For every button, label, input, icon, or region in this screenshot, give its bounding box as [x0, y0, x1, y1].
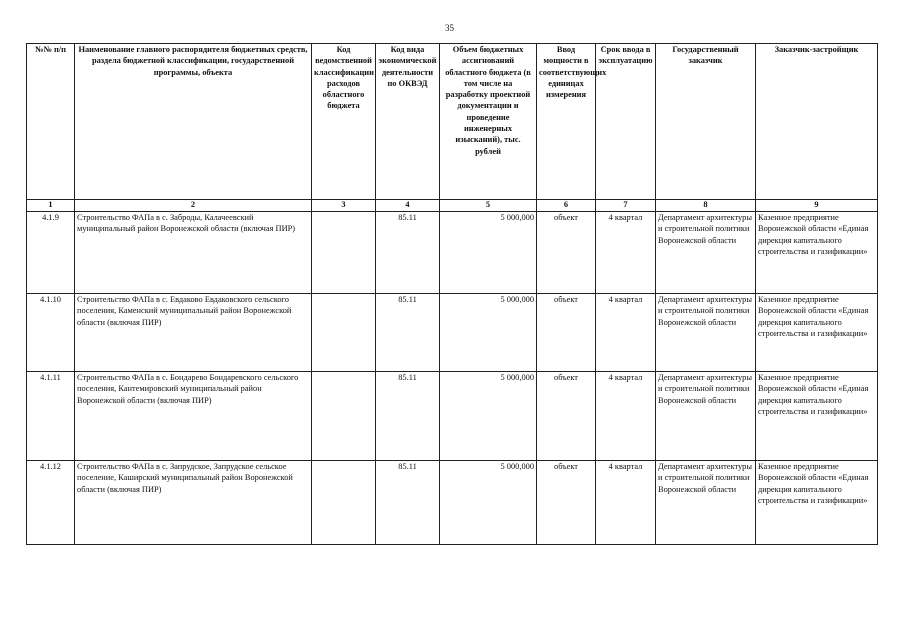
commissioning-term: 4 квартал: [596, 294, 656, 372]
row-number: 4.1.12: [27, 461, 75, 545]
state-customer: Департамент архитектуры и строительной политики Воронежской области: [656, 372, 756, 461]
table-row: [27, 372, 878, 461]
column-number: 7: [596, 200, 656, 212]
developer: Казенное предприятие Воронежской области «Единая дирекция капитального строительства и газификации»: [756, 212, 878, 294]
header-row: [27, 44, 878, 200]
dept-code: [312, 294, 376, 372]
header-cell: Заказчик-застройщик: [756, 44, 878, 200]
developer: Казенное предприятие Воронежской области «Единая дирекция капитального строительства и газификации»: [756, 461, 878, 545]
table-row: [27, 294, 878, 372]
column-number: 6: [537, 200, 596, 212]
commissioning-term: 4 квартал: [596, 372, 656, 461]
dept-code: [312, 212, 376, 294]
okved-code: 85.11: [376, 212, 440, 294]
capacity-unit: объект: [537, 372, 596, 461]
header-cell: Код вида экономической деятельности по ОКВЭД: [376, 44, 440, 200]
commissioning-term: 4 квартал: [596, 461, 656, 545]
column-number: 4: [376, 200, 440, 212]
commissioning-term: 4 квартал: [596, 212, 656, 294]
capacity-unit: объект: [537, 294, 596, 372]
state-customer: Департамент архитектуры и строительной политики Воронежской области: [656, 461, 756, 545]
column-number: 8: [656, 200, 756, 212]
budget-amount: 5 000,000: [440, 461, 537, 545]
table-row: [27, 212, 878, 294]
column-number-row: [27, 200, 878, 212]
row-number: 4.1.10: [27, 294, 75, 372]
header-cell: Ввод мощности в соответствующих единицах измерения: [537, 44, 596, 200]
okved-code: 85.11: [376, 294, 440, 372]
object-name: Строительство ФАПа в с. Запрудское, Запрудское сельское поселение, Каширский муниципальный район Воронежской области (включая ПИР): [75, 461, 312, 545]
dept-code: [312, 372, 376, 461]
header-cell: Срок ввода в эксплуатацию: [596, 44, 656, 200]
column-number: 5: [440, 200, 537, 212]
header-cell: Объем бюджетных ассигнований областного бюджета (в том числе на разработку проектной документации и проведение инженерных изысканий), тыс. рублей: [440, 44, 537, 200]
dept-code: [312, 461, 376, 545]
row-number: 4.1.9: [27, 212, 75, 294]
budget-amount: 5 000,000: [440, 372, 537, 461]
state-customer: Департамент архитектуры и строительной политики Воронежской области: [656, 294, 756, 372]
header-cell: Код ведомственной классификации расходов областного бюджета: [312, 44, 376, 200]
state-customer: Департамент архитектуры и строительной политики Воронежской области: [656, 212, 756, 294]
developer: Казенное предприятие Воронежской области «Единая дирекция капитального строительства и газификации»: [756, 294, 878, 372]
capacity-unit: объект: [537, 212, 596, 294]
budget-amount: 5 000,000: [440, 212, 537, 294]
page-number: 35: [445, 23, 454, 33]
object-name: Строительство ФАПа в с. Заброды, Калачеевский муниципальный район Воронежской области (включая ПИР): [75, 212, 312, 294]
column-number: 2: [75, 200, 312, 212]
okved-code: 85.11: [376, 461, 440, 545]
capacity-unit: объект: [537, 461, 596, 545]
header-cell: №№ п/п: [27, 44, 75, 200]
row-number: 4.1.11: [27, 372, 75, 461]
header-cell: Государственный заказчик: [656, 44, 756, 200]
object-name: Строительство ФАПа в с. Евдаково Евдаковского сельского поселения, Каменский муниципальный район Воронежской области (включая ПИР): [75, 294, 312, 372]
table-row: [27, 461, 878, 545]
column-number: 1: [27, 200, 75, 212]
budget-table: [26, 43, 878, 545]
header-cell: Наименование главного распорядителя бюджетных средств, раздела бюджетной классификации, государственной программы, объекта: [75, 44, 312, 200]
okved-code: 85.11: [376, 372, 440, 461]
object-name: Строительство ФАПа в с. Бондарево Бондаревского сельского поселения, Кантемировский муниципальный район Воронежской области (включая ПИР): [75, 372, 312, 461]
budget-amount: 5 000,000: [440, 294, 537, 372]
column-number: 9: [756, 200, 878, 212]
developer: Казенное предприятие Воронежской области «Единая дирекция капитального строительства и газификации»: [756, 372, 878, 461]
column-number: 3: [312, 200, 376, 212]
